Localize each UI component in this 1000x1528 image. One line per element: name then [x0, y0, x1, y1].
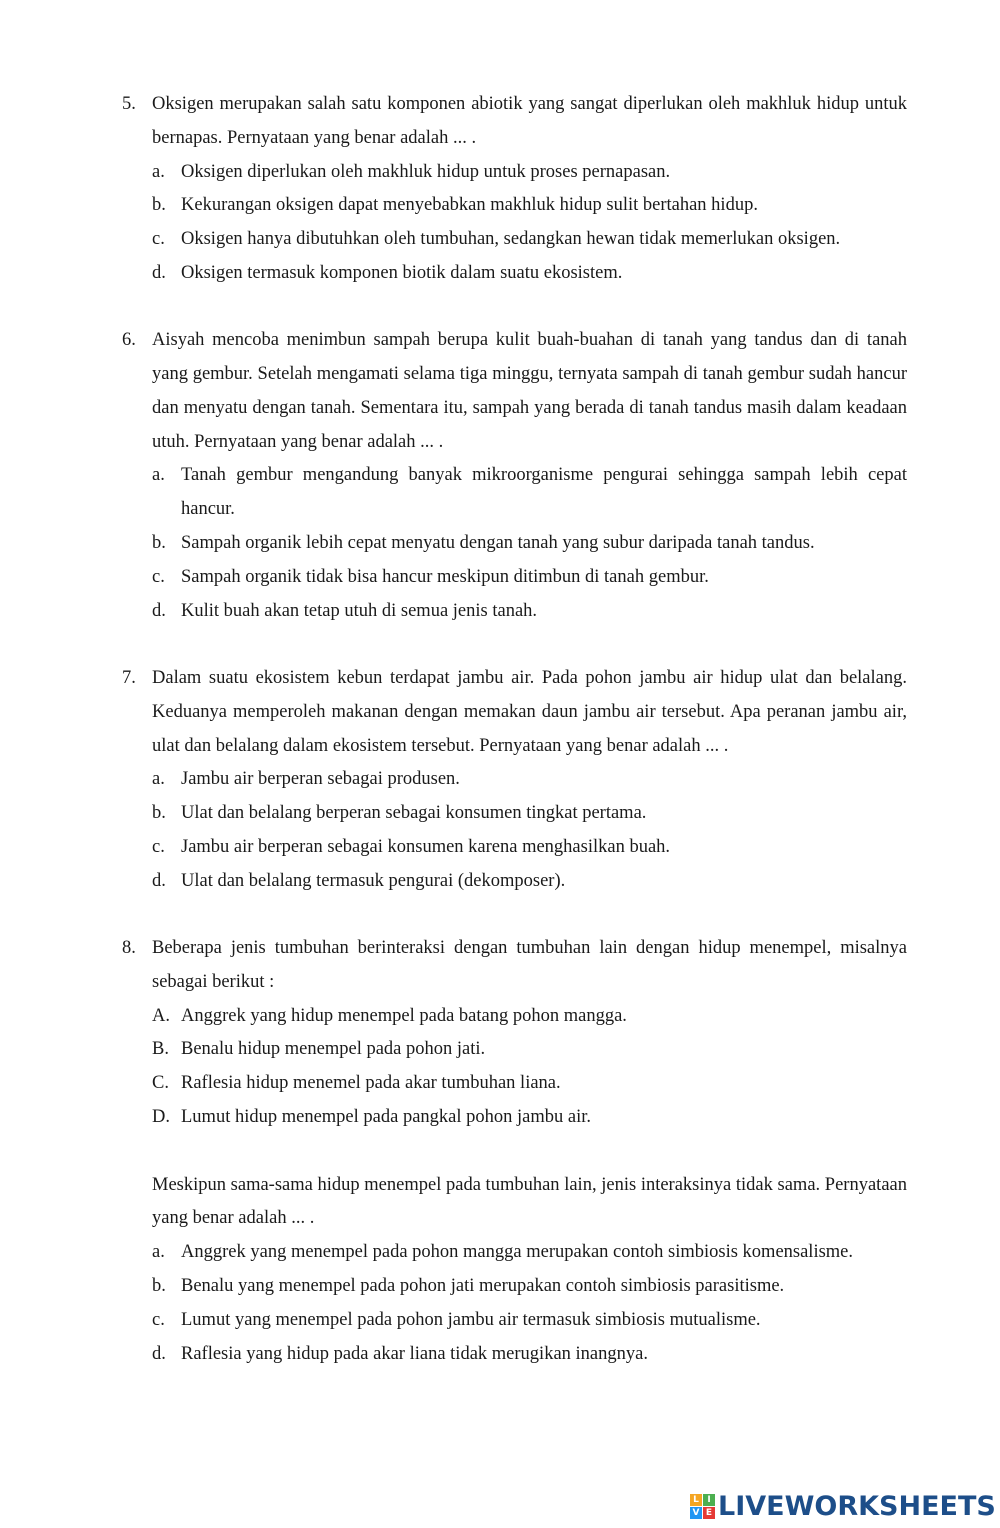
question-text: Oksigen merupakan salah satu komponen abiotik yang sangat diperlukan oleh makhluk hidup untuk bernapas. Pernyataan yang benar adalah ... .: [152, 94, 907, 148]
option-letter: b.: [152, 533, 166, 554]
example-text: Raflesia hidup menemel pada akar tumbuhan liana.: [181, 1073, 561, 1094]
option-text: Sampah organik lebih cepat menyatu dengan tanah yang subur daripada tanah tandus.: [181, 533, 815, 554]
example-letter: C.: [152, 1073, 169, 1094]
question-6: [0, 324, 1000, 628]
option-text: Ulat dan belalang berperan sebagai konsumen tingkat pertama.: [181, 803, 647, 824]
example-a: [0, 1000, 907, 1034]
option-text: Ulat dan belalang termasuk pengurai (dekomposer).: [181, 870, 566, 891]
option-text: Jambu air berperan sebagai produsen.: [181, 769, 460, 790]
logo-mark-letter: V: [690, 1507, 702, 1519]
logo-mark-letter: L: [690, 1494, 702, 1506]
option-letter: d.: [152, 1343, 166, 1364]
option-d[interactable]: [0, 865, 907, 899]
question-stem: [0, 324, 907, 459]
question-number: 7.: [122, 667, 136, 688]
question-stem: [0, 932, 907, 1000]
option-b[interactable]: [0, 527, 907, 561]
question-follow-up: [0, 1169, 907, 1237]
option-b[interactable]: [0, 797, 907, 831]
option-a[interactable]: [0, 459, 907, 527]
option-c[interactable]: [0, 223, 907, 257]
question-7: [0, 662, 1000, 899]
example-b: [0, 1033, 907, 1067]
option-letter: a.: [152, 161, 165, 182]
option-letter: a.: [152, 1242, 165, 1263]
option-text: Sampah organik tidak bisa hancur meskipun ditimbun di tanah gembur.: [181, 566, 709, 587]
option-a[interactable]: [0, 1236, 907, 1270]
question-text: Beberapa jenis tumbuhan berinteraksi dengan tumbuhan lain dengan hidup menempel, misalnya sebagai berikut :: [152, 938, 907, 992]
question-list: [0, 88, 1000, 1405]
option-letter: b.: [152, 803, 166, 824]
option-letter: b.: [152, 195, 166, 216]
option-letter: d.: [152, 870, 166, 891]
option-text: Raflesia yang hidup pada akar liana tidak merugikan inangnya.: [181, 1343, 648, 1364]
option-b[interactable]: [0, 189, 907, 223]
example-c: [0, 1067, 907, 1101]
option-d[interactable]: [0, 595, 907, 629]
option-letter: d.: [152, 262, 166, 283]
spacer: [0, 1135, 1000, 1169]
question-number: 8.: [122, 938, 136, 959]
example-text: Benalu hidup menempel pada pohon jati.: [181, 1039, 486, 1060]
example-letter: D.: [152, 1107, 170, 1128]
logo-mark-letter: E: [703, 1507, 715, 1519]
option-d[interactable]: [0, 1338, 907, 1372]
logo-mark-letter: I: [703, 1494, 715, 1506]
question-8: [0, 932, 1000, 1371]
option-d[interactable]: [0, 257, 907, 291]
logo-mark-icon: [690, 1494, 715, 1519]
example-text: Anggrek yang hidup menempel pada batang pohon mangga.: [181, 1005, 627, 1026]
option-c[interactable]: [0, 831, 907, 865]
example-text: Lumut hidup menempel pada pangkal pohon jambu air.: [181, 1107, 591, 1128]
option-text: Kulit buah akan tetap utuh di semua jenis tanah.: [181, 600, 538, 621]
option-letter: c.: [152, 1309, 165, 1330]
question-5: [0, 88, 1000, 291]
option-c[interactable]: [0, 1304, 907, 1338]
logo-text: LIVEWORKSHEETS: [718, 1490, 996, 1522]
option-letter: a.: [152, 769, 165, 790]
option-text: Jambu air berperan sebagai konsumen karena menghasilkan buah.: [181, 836, 671, 857]
option-text: Lumut yang menempel pada pohon jambu air termasuk simbiosis mutualisme.: [181, 1309, 761, 1330]
option-text: Oksigen hanya dibutuhkan oleh tumbuhan, sedangkan hewan tidak memerlukan oksigen.: [181, 229, 841, 250]
question-number: 6.: [122, 330, 136, 351]
option-text: Benalu yang menempel pada pohon jati merupakan contoh simbiosis parasitisme.: [181, 1276, 785, 1296]
question-stem: [0, 88, 907, 156]
example-d: [0, 1101, 907, 1135]
example-letter: A.: [152, 1005, 170, 1026]
option-text: Kekurangan oksigen dapat menyebabkan makhluk hidup sulit bertahan hidup.: [181, 195, 758, 216]
option-text: Tanah gembur mengandung banyak mikroorganisme pengurai sehingga sampah lebih cepat hancur.: [181, 465, 907, 520]
option-letter: b.: [152, 1276, 166, 1296]
liveworksheets-logo: [690, 1486, 996, 1526]
option-letter: d.: [152, 600, 166, 621]
follow-up-text: Meskipun sama-sama hidup menempel pada tumbuhan lain, jenis interaksinya tidak sama. Pernyataan yang benar adalah ... .: [152, 1174, 907, 1229]
option-text: Anggrek yang menempel pada pohon mangga merupakan contoh simbiosis komensalisme.: [181, 1242, 854, 1263]
question-text: Dalam suatu ekosistem kebun terdapat jambu air. Pada pohon jambu air hidup ulat dan belalang. Keduanya memperoleh makanan dengan memakan daun jambu air tersebut. Apa peranan jambu air, ulat dan belalang dalam ekosistem tersebut. Pernyataan yang benar adalah ... .: [152, 667, 907, 756]
question-number: 5.: [122, 94, 136, 114]
option-letter: a.: [152, 465, 165, 486]
question-stem: [0, 662, 907, 763]
option-text: Oksigen diperlukan oleh makhluk hidup untuk proses pernapasan.: [181, 161, 671, 182]
option-text: Oksigen termasuk komponen biotik dalam suatu ekosistem.: [181, 262, 623, 283]
option-a[interactable]: [0, 763, 907, 797]
option-a[interactable]: [0, 156, 907, 190]
example-letter: B.: [152, 1039, 169, 1060]
option-c[interactable]: [0, 561, 907, 595]
option-b[interactable]: [0, 1270, 907, 1304]
question-text: Aisyah mencoba menimbun sampah berupa kulit buah-buahan di tanah yang tandus dan di tanah yang gembur. Setelah mengamati selama tiga minggu, ternyata sampah di tanah gembur sudah hancur dan menyatu dengan tanah. Sementara itu, sampah yang berada di tanah tandus masih dalam keadaan utuh. Pernyataan yang benar adalah ... .: [152, 330, 907, 452]
option-letter: c.: [152, 229, 165, 250]
option-letter: c.: [152, 836, 165, 857]
option-letter: c.: [152, 566, 165, 587]
